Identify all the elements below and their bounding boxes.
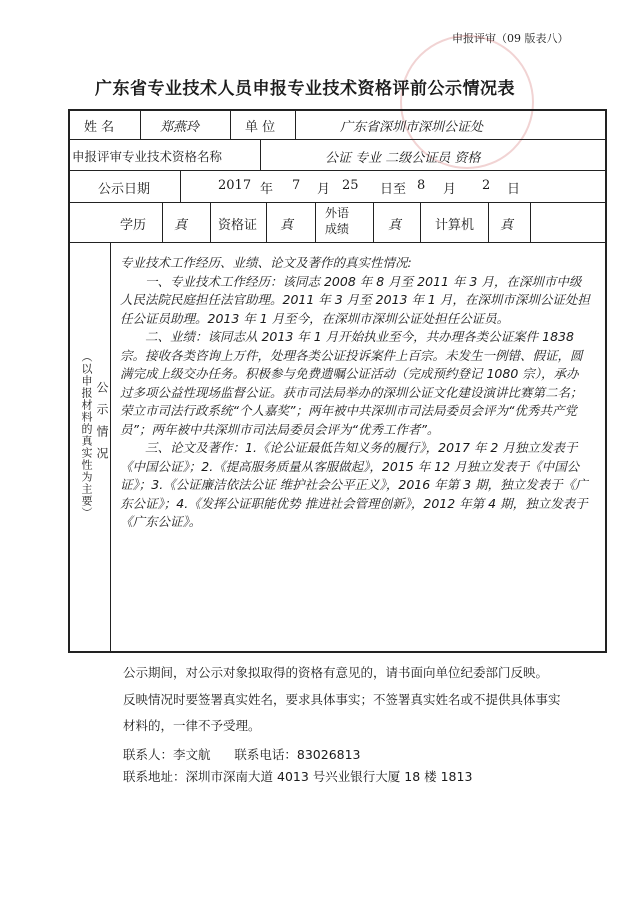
edu-value: 真 [174,218,188,233]
date-m2: 8 [417,178,426,193]
comp-value: 真 [500,218,514,233]
comp-label: 计算机 [435,218,475,233]
cert-value: 真 [280,218,294,233]
body-heading: 专业技术工作经历、业绩、论文及著作的真实性情况: [120,255,412,270]
notice-line2: 反映情况时要签署真实姓名，要求具体事实；不签署真实姓名或不提供具体事实 [123,692,561,707]
body-publications: 三、论文及著作：1.《论公证最低告知义务的履行》，2017 年 2 月独立发表于《中国公证》；2.《提高服务质量从客服做起》，2015 年 12 月独立发表于《中国公证》；3.《公证廉洁依法公证 维护社会公平正义》，2016 年第 3 期，独立发表于《广东公证》；4.《发挥公证职能优势 推进社会管理创新》，2012 年第 4 期，独立发表于《广东公证》。 [120,440,588,529]
date-year: 2017 [218,178,252,193]
date-d2: 2 [482,178,491,193]
date-nian: 年 [260,182,274,197]
document-title: 广东省专业技术人员申报专业技术资格评前公示情况表 [95,79,515,99]
body-experience: 一、专业技术工作经历：该同志 2008 年 8 月至 2011 年 3 月，在深圳市中级人民法院民庭担任法官助理。2011 年 3 月至 2013 年 1 月，在深圳市深圳公证处担任公证员助理。2013 年 1 月至今，在深圳市深圳公证处担任公证员。 [120,273,590,326]
address-row [123,767,472,785]
lang-label: 外语 成绩 [325,206,350,236]
qualification-value: 公证 专业 二级公证员 资格 [325,151,481,166]
unit-value: 广东省深圳市深圳公证处 [340,120,484,135]
phone-number: 83026813 [296,747,361,762]
date-yue2: 月 [443,182,457,197]
address-value: 深圳市深南大道 4013 号兴业银行大厦 18 楼 1813 [185,769,473,784]
contact-row [123,745,361,763]
date-label: 公示日期 [98,182,151,197]
unit-label: 单 位 [245,120,276,135]
date-d1: 25 [342,178,359,193]
address-label: 联系地址： [123,769,186,784]
phone-label: 联系电话： [234,747,297,762]
side-note: （以申报材料的真实性为主要） [80,351,93,519]
section-label: 公示情况 [95,381,109,469]
disclosure-body [120,254,590,532]
contact-name: 李文航 [173,747,211,762]
lang-value: 真 [388,218,402,233]
disclosure-table [68,109,607,653]
name-value: 郑燕玲 [160,120,200,135]
name-label: 姓 名 [84,120,115,135]
date-ri: 日 [507,182,521,197]
notice-line1: 公示期间，对公示对象拟取得的资格有意见的，请书面向单位纪委部门反映。 [123,665,549,680]
date-m1: 7 [292,178,301,193]
body-achievements: 二、业绩：该同志从 2013 年 1 月开始执业至今，共办理各类公证案件 1838 宗。接收各类咨询上万件，处理各类公证投诉案件上百宗。未发生一例错、假证，圆满完成上级交办任务。积极参与免费遗嘱公证活动（完成预约登记 1080 宗），承办过多项公益性现场监督公证。获市司法局举办的深圳公证文化建设演讲比赛第二名；荣立市司法行政系统“个人嘉奖”；两年被中共深圳市司法局委员会评为“优秀共产党员”；两年被中共深圳市司法局委员会评为“优秀工作者”。 [120,329,583,437]
notice-line3: 材料的，一律不予受理。 [123,718,261,733]
form-number: 申报评审（09 版表八） [452,32,569,45]
date-rizhi: 日至 [380,182,407,197]
date-yue: 月 [317,182,331,197]
qualification-label: 申报评审专业技术资格名称 [72,149,223,164]
contact-label: 联系人： [123,747,174,762]
edu-label: 学历 [120,218,147,233]
cert-label: 资格证 [218,218,258,233]
